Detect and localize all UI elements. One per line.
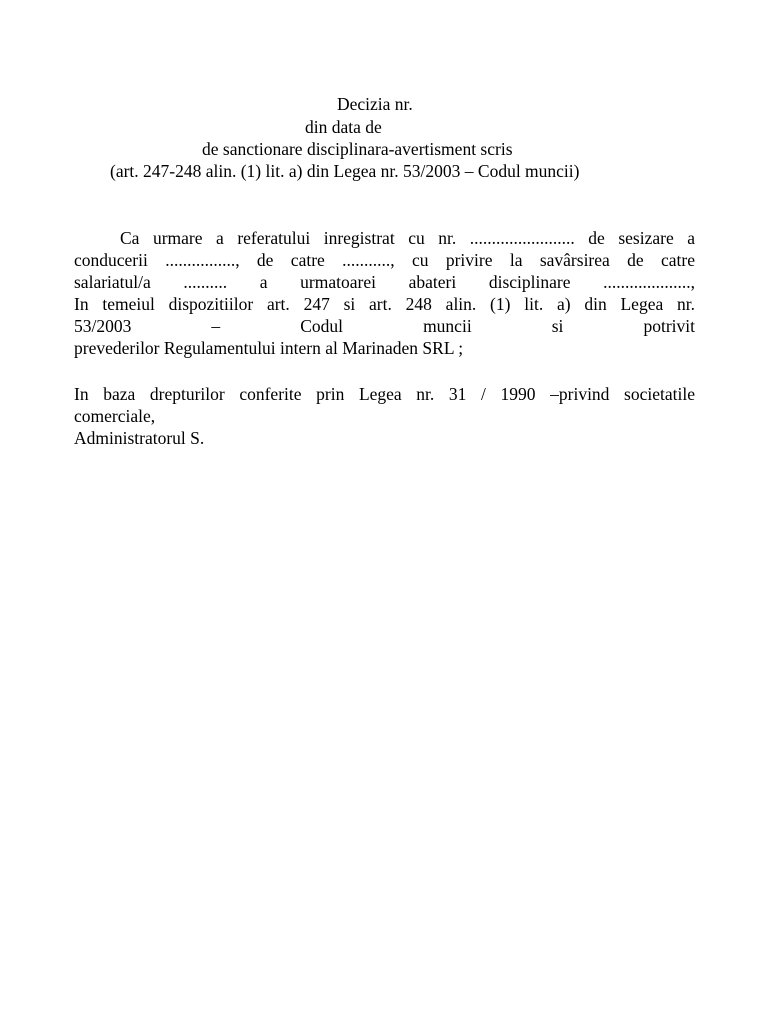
paragraph-line: In baza drepturilor conferite prin Legea nr. 31 / 1990 –privind societatile	[74, 384, 695, 404]
paragraph-line: 53/2003 – Codul muncii si potrivit	[74, 316, 695, 336]
paragraph-referral	[74, 227, 695, 359]
decision-title: Decizia nr.	[337, 94, 413, 114]
paragraph-line: prevederilor Regulamentului intern al Marinaden SRL ;	[74, 338, 464, 358]
paragraph-line: Ca urmare a referatului inregistrat cu nr. ........................ de sesizare a	[120, 228, 695, 248]
paragraph-authority	[74, 383, 695, 449]
decision-subject: de sanctionare disciplinara-avertisment scris	[202, 139, 513, 159]
paragraph-line: comerciale,	[74, 406, 156, 426]
paragraph-line: conducerii ................, de catre ..........., cu privire la savârsirea de catre	[74, 250, 695, 270]
signatory-line: Administratorul S.	[74, 428, 205, 448]
paragraph-line: In temeiul dispozitiilor art. 247 si art. 248 alin. (1) lit. a) din Legea nr.	[74, 294, 695, 314]
decision-date-line: din data de	[305, 117, 382, 137]
paragraph-line: salariatul/a .......... a urmatoarei abateri disciplinare ....................,	[74, 272, 695, 292]
legal-reference: (art. 247-248 alin. (1) lit. a) din Legea nr. 53/2003 – Codul muncii)	[110, 161, 580, 181]
